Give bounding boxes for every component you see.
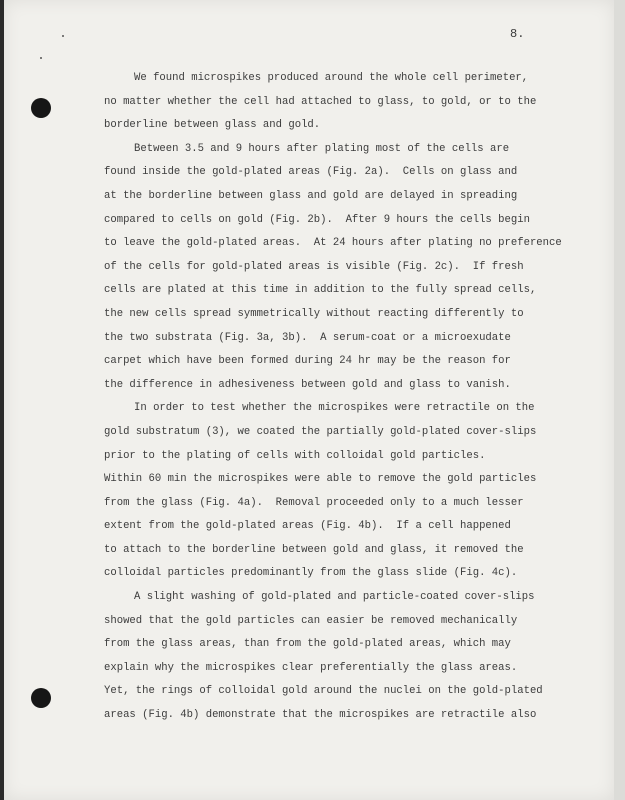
text-line: from the glass areas, than from the gold-plated areas, which may (104, 638, 511, 651)
text-line: from the glass (Fig. 4a). Removal proceeded only to a much lesser (104, 496, 524, 509)
punch-hole-bottom (31, 688, 51, 708)
text-line: gold substratum (3), we coated the partially gold-plated cover-slips (104, 425, 537, 438)
text-line: to leave the gold-plated areas. At 24 hours after plating no preference (104, 237, 562, 250)
text-line: cells are plated at this time in addition to the fully spread cells, (104, 284, 537, 297)
text-line: extent from the gold-plated areas (Fig. 4b). If a cell happened (104, 520, 511, 533)
page-number: 8. (510, 27, 525, 41)
text-line: showed that the gold particles can easier be removed mechanically (104, 614, 518, 627)
text-line: found inside the gold-plated areas (Fig. 2a). Cells on glass and (104, 166, 518, 179)
paper-sheet (4, 0, 614, 800)
text-line: colloidal particles predominantly from the glass slide (Fig. 4c). (104, 567, 518, 580)
dust-speck (40, 57, 42, 59)
text-line: Between 3.5 and 9 hours after plating most of the cells are (134, 142, 510, 155)
dust-speck (62, 35, 64, 37)
text-line: In order to test whether the microspikes were retractile on the (134, 402, 535, 415)
text-line: areas (Fig. 4b) demonstrate that the microspikes are retractile also (104, 709, 537, 722)
text-line: the difference in adhesiveness between gold and glass to vanish. (104, 378, 511, 391)
text-line: borderline between glass and gold. (104, 119, 321, 132)
text-line: no matter whether the cell had attached to glass, to gold, or to the (104, 95, 537, 108)
text-line: A slight washing of gold-plated and particle-coated cover-slips (134, 591, 535, 604)
text-line: the new cells spread symmetrically without reacting differently to (104, 307, 524, 320)
text-line: prior to the plating of cells with colloidal gold particles. (104, 449, 486, 462)
scan-edge (614, 0, 625, 800)
text-line: to attach to the borderline between gold and glass, it removed the (104, 543, 524, 556)
body-text (104, 67, 562, 728)
text-line: We found microspikes produced around the whole cell perimeter, (134, 72, 529, 84)
text-line: the two substrata (Fig. 3a, 3b). A serum-coat or a microexudate (104, 331, 511, 344)
text-line: Within 60 min the microspikes were able to remove the gold particles (104, 473, 537, 486)
text-line: Yet, the rings of colloidal gold around the nuclei on the gold-plated (104, 685, 543, 698)
text-line: explain why the microspikes clear preferentially the glass areas. (104, 661, 518, 674)
text-line: at the borderline between glass and gold are delayed in spreading (104, 189, 518, 202)
text-line: compared to cells on gold (Fig. 2b). After 9 hours the cells begin (104, 213, 530, 226)
text-line: of the cells for gold-plated areas is visible (Fig. 2c). If fresh (104, 260, 524, 273)
text-line: carpet which have been formed during 24 hr may be the reason for (104, 355, 511, 368)
punch-hole-top (31, 98, 51, 118)
